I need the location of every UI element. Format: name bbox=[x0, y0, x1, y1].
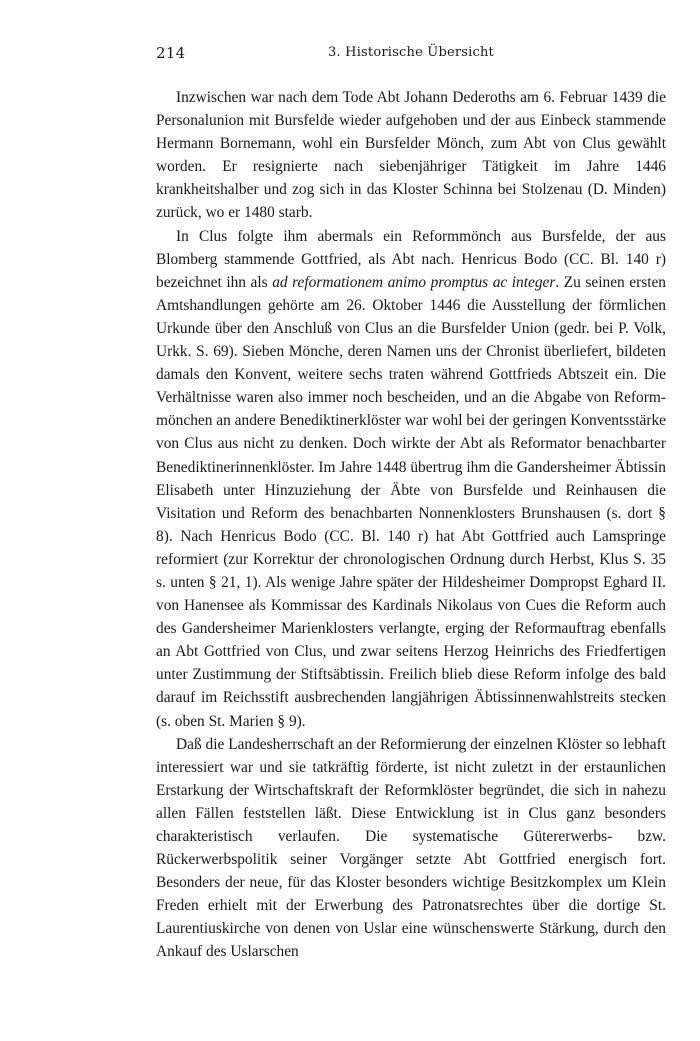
running-head: 3. Historische Übersicht bbox=[328, 45, 494, 60]
paragraph-1 bbox=[156, 86, 666, 225]
paragraph-2 bbox=[156, 225, 666, 733]
page-header bbox=[156, 44, 666, 66]
paragraph-3 bbox=[156, 733, 666, 964]
paragraph-text: . Zu seinen ersten Amtshandlungen gehörte am 26. Oktober 1446 die Ausstellung der förmlichen Urkunde über den Anschluß von Clus an die Bursfelder Union (gedr. bei P. Volk, Urkk. S. 69). Sieben Mönche, deren Namen uns der Chronist überliefert, bildeten damals den Konvent, weitere sechs traten während Gottfrieds Abtszeit ein. Die Verhältnisse waren also immer noch bescheiden, und an die Abgabe von Reformmönchen an andere Benediktinerklöster war wohl bei der geringen Konventsstärke von Clus aus nicht zu denken. Doch wirkte der Abt als Reformator benachbarter Benediktinerinnenklöster. Im Jahre 1448 übertrug ihm die Gandersheimer Äbtissin Elisabeth unter Hinzuziehung der Äbte von Bursfelde und Reinhausen die Visitation und Reform des benachbarten Nonnenklosters Brunshausen (s. dort § 8). Nach Henricus Bodo (CC. Bl. 140 r) hat Abt Gottfried auch Lamspringe reformiert (zur Korrektur der chronologischen Ordnung durch Herbst, Klus S. 35 s. unten § 21, 1). Als wenige Jahre später der Hildesheimer Dompropst Eghard II. von Hanensee als Kommissar des Kardinals Nikolaus von Cues die Reform auch des Gandersheimer Marienklosters verlangte, erging der Reformauftrag ebenfalls an Abt Gottfried von Clus, und zwar seitens Herzog Heinrichs des Friedfertigen unter Zustimmung der Stiftsäbtissin. Freilich blieb diese Reform infolge des bald darauf im Reichsstift ausbrechenden langjährigen Äbtissinnenwahlstreits stecken (s. oben St. Marien § 9). bbox=[156, 273, 667, 730]
paragraph-text: In Clus folgte ihm abermals ein Reformmönch aus Bursfelde, der aus Blomberg stammende Gottfried, als Abt nach. Henricus Bodo (CC. Bl. 140 r) bezeichnet ihn als bbox=[156, 227, 666, 291]
page-number: 214 bbox=[156, 44, 186, 62]
paragraph-text: Inzwischen war nach dem Tode Abt Johann Dederoths am 6. Februar 1439 die Personalunion mit Bursfelde wieder aufgehoben und der aus Einbeck stammende Hermann Bornemann, wohl ein Bursfelder Mönch, zum Abt von Clus gewählt worden. Er resignierte nach siebenjähriger Tätigkeit im Jahre 1446 krankheitshalber und zog sich in das Kloster Schinna bei Stolzenau (D. Minden) zurück, wo er 1480 starb. bbox=[156, 89, 666, 222]
paragraph-text: Daß die Landesherrschaft an der Reformierung der einzelnen Klöster so lebhaft interessiert war und sie tatkräftig förderte, ist nicht zuletzt in der erstaunlichen Erstarkung der Wirtschaftskraft der Reformklöster begründet, die sich in nahezu allen Fällen feststellen läßt. Diese Entwicklung ist in Clus ganz besonders charakteristisch verlaufen. Die systematische Gütererwerbs- bzw. Rückerwerbspolitik seiner Vorgänger setzte Abt Gottfried energisch fort. Besonders der neue, für das Kloster besonders wichtige Besitzkomplex um Klein Freden erhielt mit der Erwerbung des Patronatsrechtes über die dortige St. Laurentiuskirche von denen von Uslar eine wünschenswerte Stärkung, durch den Ankauf des Uslarschen bbox=[156, 735, 666, 961]
body-text bbox=[156, 86, 666, 964]
latin-quotation: ad reformationem animo promptus ac integer bbox=[272, 273, 556, 291]
